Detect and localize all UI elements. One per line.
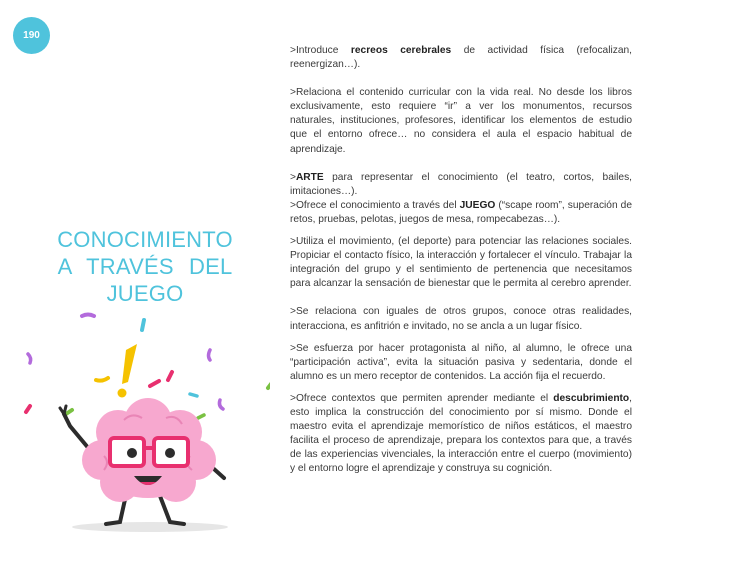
page-number: 190 <box>23 30 40 41</box>
paragraph-descubrimiento: >Ofrece contextos que permiten aprender mediante el descubrimiento, esto implica la construcción del conocimiento por sí mismo. Donde el maestro evita el aprendizaje memorístico de niños estáticos, el maestro facilita el proceso de aprendizaje, prepara los contextos para que, a través de las experiencias vivenciales, la interacción entre el cuerpo (movimiento) y el entorno logre el aprendizaje y construya su cognición. <box>290 392 632 475</box>
paragraph-recreos: >Introduce recreos cerebrales de actividad física (refocalizan, reenergizan…). <box>290 45 632 71</box>
exclamation-icon <box>118 344 138 398</box>
paragraph-movimiento: >Utiliza el movimiento, (el deporte) para potenciar las relaciones sociales. Propiciar el contacto físico, la interacción y fortalecer el vínculo. Trabajar la integración del grupo y el sentimiento de pertenencia que necesitamos para alcanzar la sensación de bienestar que le permita al cerebro aprender. <box>290 236 632 290</box>
paragraph-arte: >ARTE para representar el conocimiento (el teatro, cortos, bailes, imitaciones…). <box>290 171 632 197</box>
title-line-1: CONOCIMIENTO <box>57 227 233 252</box>
cartoon-brain-with-glasses-icon <box>20 310 270 540</box>
paragraph-vida-real: >Relaciona el contenido curricular con la vida real. No desde los libros exclusivamente, esto requiere “ir” a ver los monumentos, recursos naturales, instituciones, profesores, identificar los elementos de estudio que el entorno ofrece… no considera el aula el espacio habitual de aprendizaje. <box>290 87 632 155</box>
paragraph-protagonista: >Se esfuerza por hacer protagonista al niño, al alumno, le ofrece una “participación activa”, evita la situación pasiva y sedentaria, donde el alumno es un mero receptor de contenidos. La acción fija el recuerdo. <box>290 342 632 382</box>
title-line-2: A TRAVÉS DEL <box>57 254 233 279</box>
body-text <box>290 44 632 476</box>
title-line-3: JUEGO <box>106 281 184 306</box>
paragraph-iguales: >Se relaciona con iguales de otros grupos, conoce otras realidades, interacciona, es anfitrión e invitado, no se ancla a un lugar físico. <box>290 306 632 332</box>
page-number-badge <box>13 17 50 54</box>
section-title <box>40 226 250 307</box>
paragraph-juego: >Ofrece el conocimiento a través del JUEGO (“scape room”, superación de retos, pruebas, pelotas, juegos de mesa, rompecabezas…). <box>290 199 632 225</box>
